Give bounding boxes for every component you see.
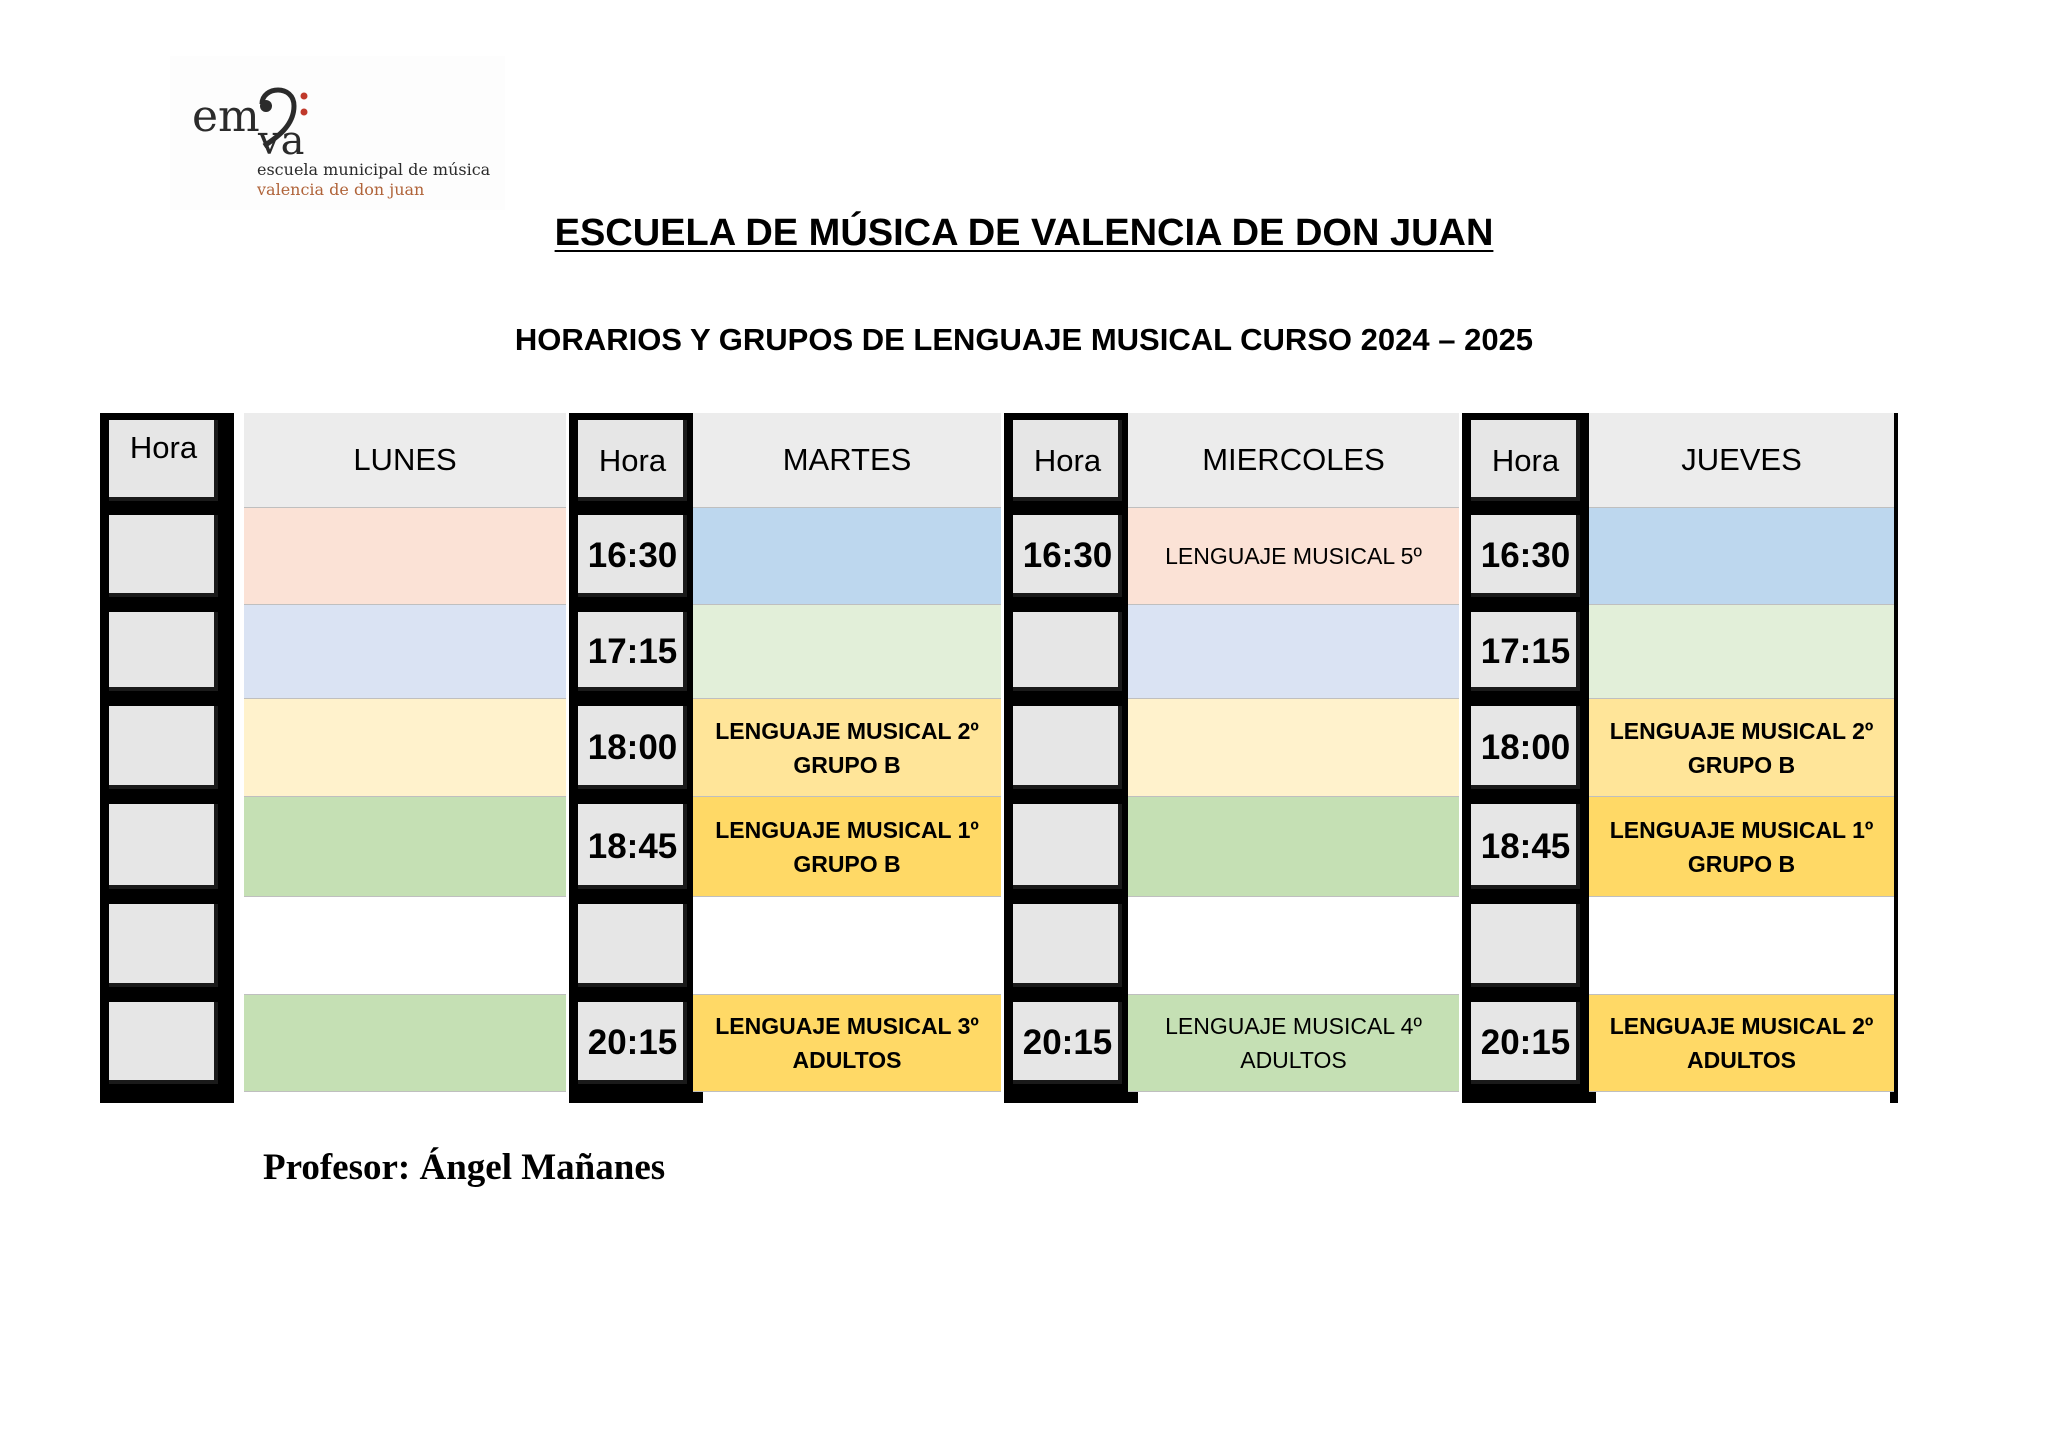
time-cell	[106, 703, 221, 792]
day-header-jueves: JUEVES	[1589, 413, 1894, 508]
time-cell: 18:00	[575, 703, 690, 792]
class-group: GRUPO B	[1687, 850, 1796, 877]
time-cell	[106, 609, 221, 694]
page-title: ESCUELA DE MÚSICA DE VALENCIA DE DON JUAN	[554, 212, 1494, 254]
time-cell: 18:45	[575, 801, 690, 892]
time-cell: 16:30	[1010, 512, 1125, 600]
class-slot	[244, 797, 566, 897]
time-cell	[575, 901, 690, 990]
class-group: GRUPO B	[1687, 751, 1796, 778]
class-label	[715, 1009, 979, 1077]
class-slot	[244, 699, 566, 797]
hour-header: Hora	[575, 417, 690, 504]
class-label	[715, 714, 979, 782]
time-cell: 16:30	[1468, 512, 1583, 600]
class-slot	[693, 995, 1001, 1092]
class-label	[1610, 714, 1874, 782]
time-cell	[106, 901, 221, 990]
svg-text:em: em	[192, 91, 260, 142]
class-slot	[244, 897, 566, 995]
class-slot	[1589, 897, 1894, 995]
class-slot	[1128, 605, 1459, 699]
time-cell	[1468, 901, 1583, 990]
day-header-lunes: LUNES	[244, 413, 566, 508]
time-cell: 17:15	[575, 609, 690, 694]
class-slot	[1128, 797, 1459, 897]
time-cell	[106, 801, 221, 892]
class-slot	[1589, 508, 1894, 605]
hour-header: Hora	[1468, 417, 1583, 504]
hour-header: Hora	[1010, 417, 1125, 504]
class-slot	[1589, 797, 1894, 897]
time-cell: 18:45	[1468, 801, 1583, 892]
class-name: LENGUAJE MUSICAL 1º	[715, 816, 979, 843]
time-cell	[1010, 801, 1125, 892]
time-cell	[1010, 703, 1125, 792]
class-group: GRUPO B	[793, 850, 901, 877]
teacher-footer: Profesor: Ángel Mañanes	[263, 1147, 666, 1188]
class-name: LENGUAJE MUSICAL 2º	[715, 717, 979, 744]
class-slot	[244, 605, 566, 699]
hour-header: Hora	[106, 417, 221, 504]
class-slot	[1589, 699, 1894, 797]
time-cell: 16:30	[575, 512, 690, 600]
time-cell: 20:15	[575, 999, 690, 1087]
day-header-miercoles: MIERCOLES	[1128, 413, 1459, 508]
time-cell: 20:15	[1468, 999, 1583, 1087]
time-cell	[106, 512, 221, 600]
class-label	[715, 813, 979, 881]
class-slot	[1128, 508, 1459, 605]
class-slot	[693, 605, 1001, 699]
class-slot	[1589, 995, 1894, 1092]
class-name: LENGUAJE MUSICAL 5º	[1165, 543, 1422, 569]
class-slot	[244, 995, 566, 1092]
class-slot	[693, 699, 1001, 797]
class-slot	[1589, 605, 1894, 699]
class-slot	[1128, 995, 1459, 1092]
bass-clef-logo-icon	[190, 76, 315, 156]
time-cell: 17:15	[1468, 609, 1583, 694]
class-group: ADULTOS	[1240, 1047, 1347, 1073]
class-name: LENGUAJE MUSICAL 1º	[1609, 816, 1874, 843]
page-subtitle: HORARIOS Y GRUPOS DE LENGUAJE MUSICAL CURSO 2024 – 2025	[514, 322, 1534, 357]
class-group: ADULTOS	[792, 1047, 902, 1073]
class-slot	[244, 508, 566, 605]
class-group: ADULTOS	[1686, 1047, 1797, 1073]
class-name: LENGUAJE MUSICAL 4º	[1165, 1013, 1422, 1039]
class-slot	[693, 897, 1001, 995]
school-logo	[170, 56, 505, 210]
time-cell: 20:15	[1010, 999, 1125, 1087]
day-header-martes: MARTES	[693, 413, 1001, 508]
schedule-table	[100, 413, 1898, 1103]
class-name: LENGUAJE MUSICAL 2º	[1609, 1013, 1874, 1039]
class-group: GRUPO B	[793, 751, 901, 778]
time-cell	[1010, 901, 1125, 990]
class-slot	[693, 797, 1001, 897]
time-cell	[106, 999, 221, 1087]
class-slot	[1128, 897, 1459, 995]
class-label	[1610, 1009, 1874, 1077]
class-label	[1165, 539, 1422, 573]
class-label	[1610, 813, 1874, 881]
time-cell	[1010, 609, 1125, 694]
logo-text-line1: escuela municipal de música	[257, 160, 491, 179]
logo-text-line2: valencia de don juan	[257, 180, 425, 199]
svg-text:va: va	[258, 118, 305, 156]
class-name: LENGUAJE MUSICAL 3º	[715, 1013, 979, 1039]
time-cell: 18:00	[1468, 703, 1583, 792]
class-name: LENGUAJE MUSICAL 2º	[1609, 717, 1874, 744]
class-slot	[1128, 699, 1459, 797]
class-slot	[693, 508, 1001, 605]
class-label	[1165, 1009, 1422, 1077]
